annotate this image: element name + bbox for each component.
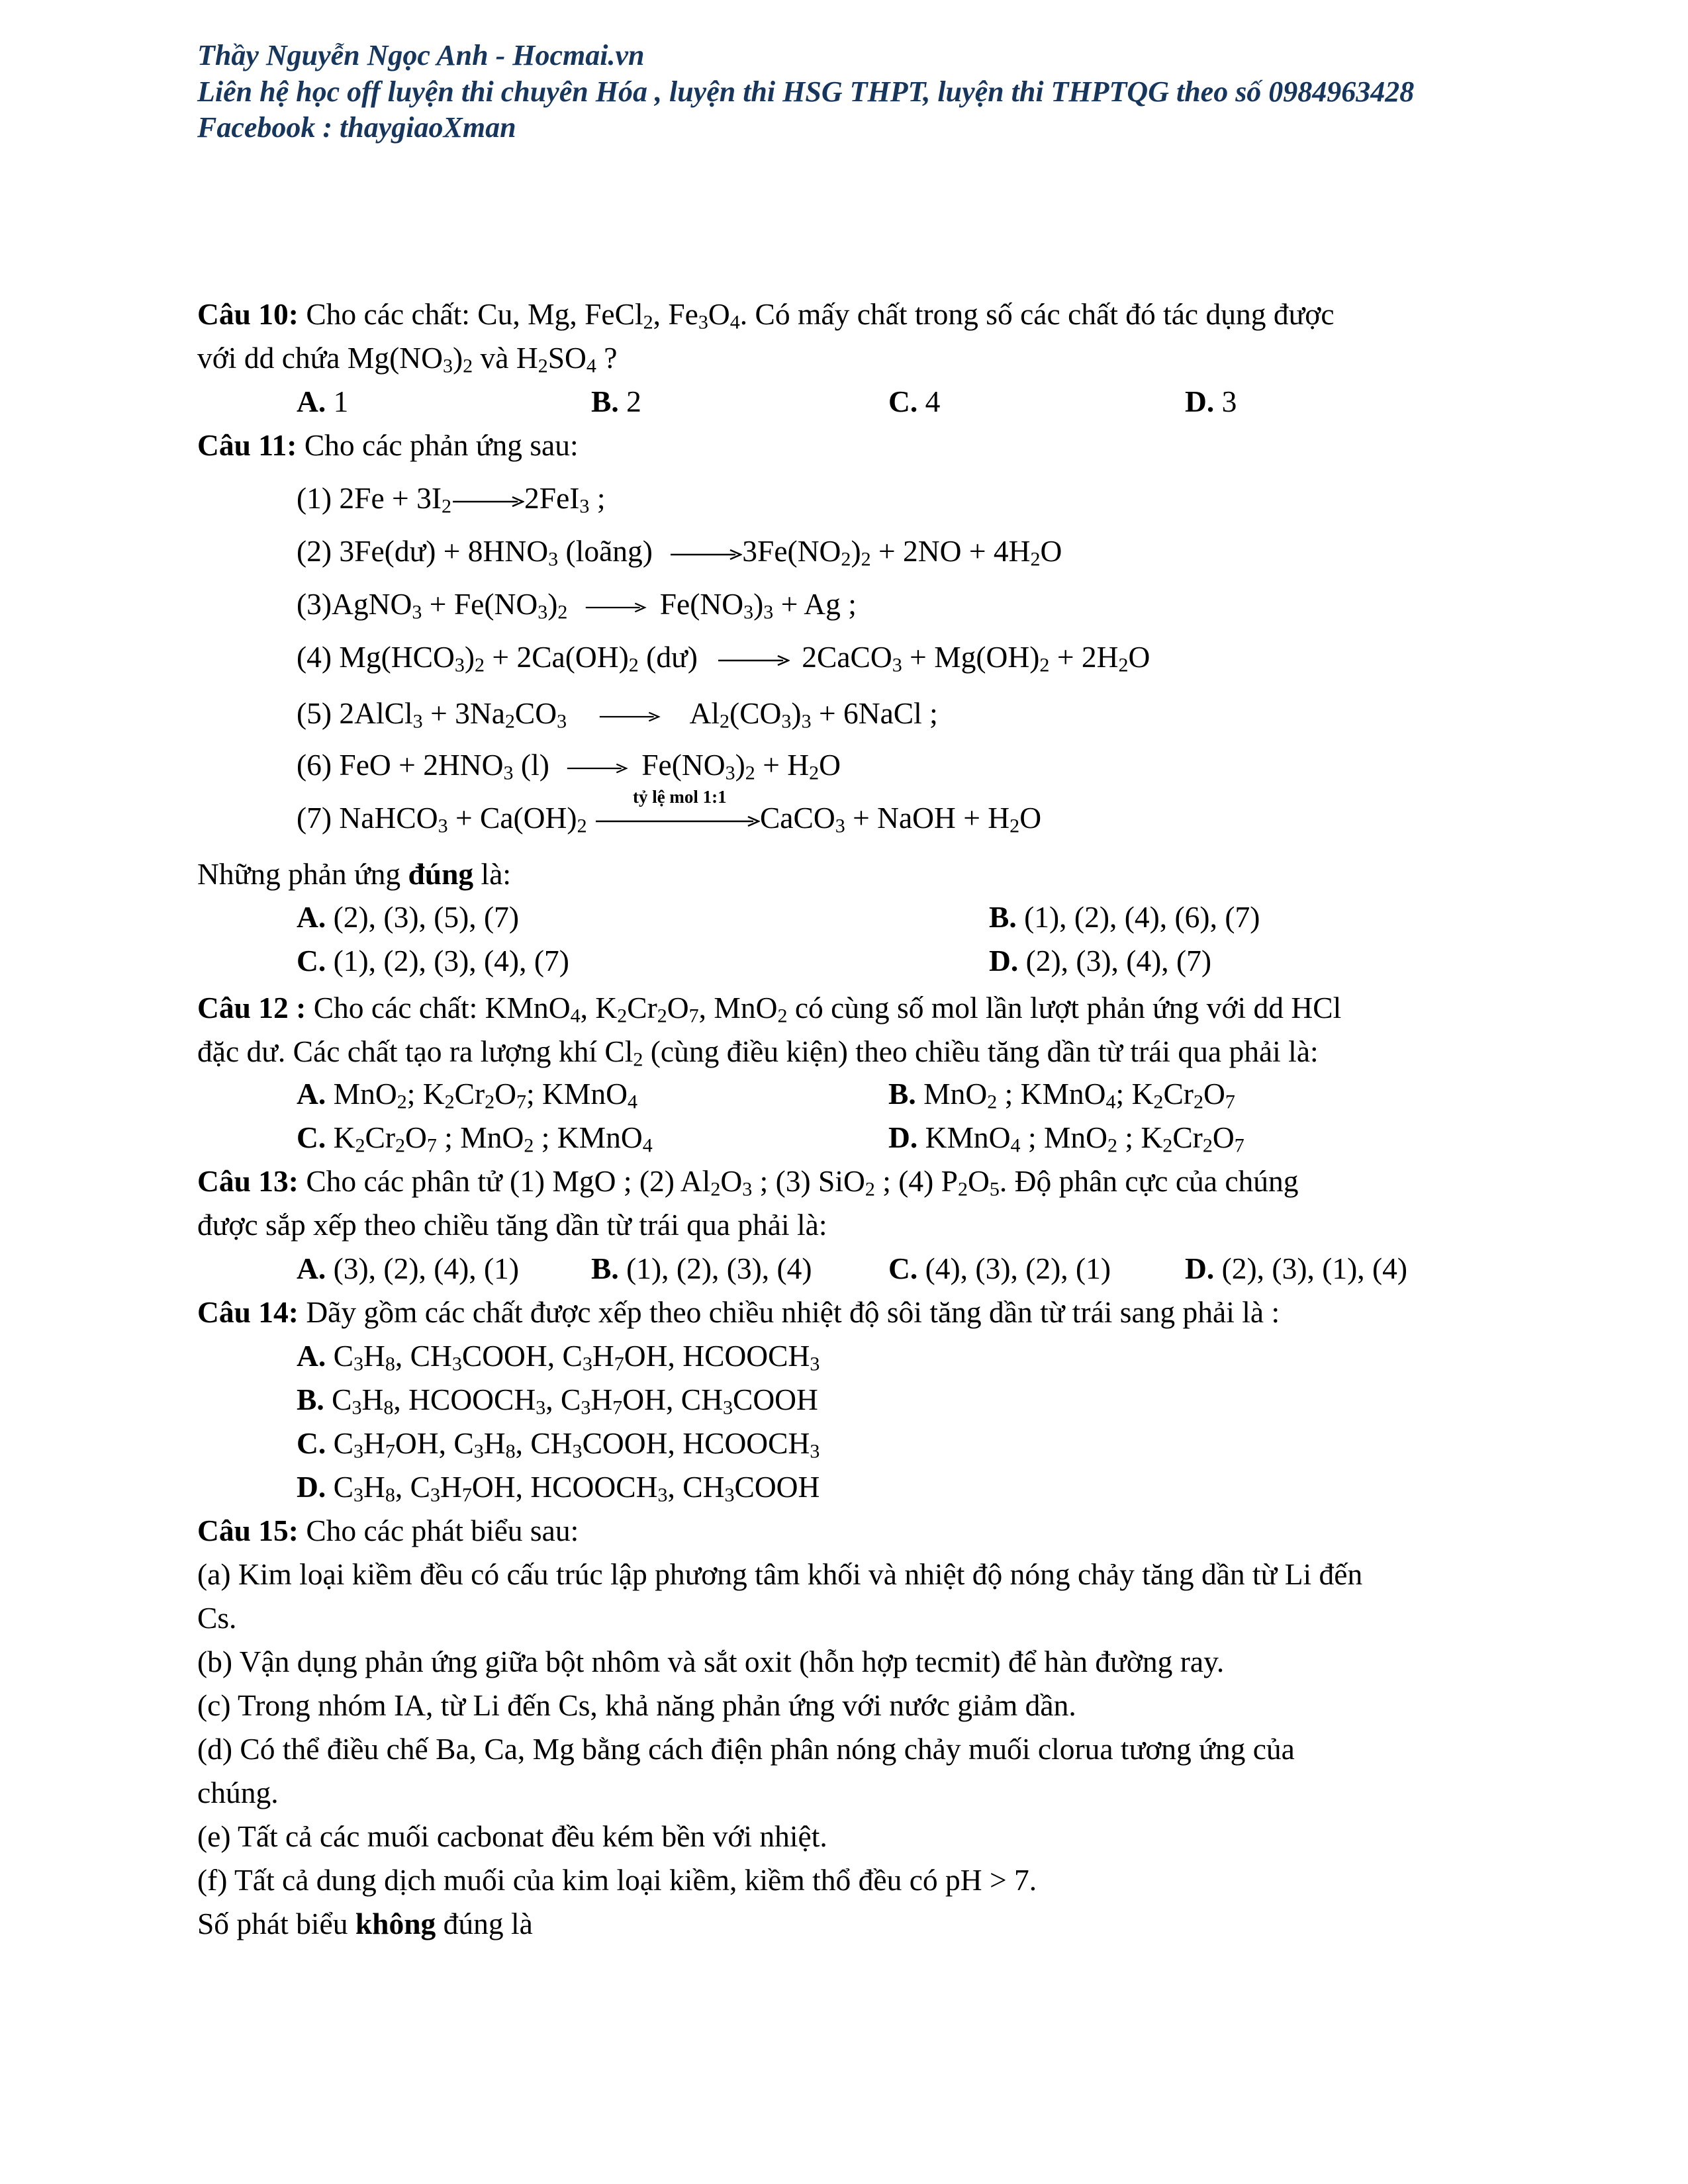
header-facebook: Facebook : thaygiaoXman bbox=[197, 111, 516, 144]
q11-label: Câu 11: bbox=[197, 428, 297, 462]
q14-option-a: A. $C_3H_8$, $CH_3COOH$, $C_3H_7OH$, $HCOOCH_3$ bbox=[297, 1339, 820, 1375]
reaction-arrow-with-condition bbox=[594, 786, 760, 835]
q13-label: Câu 13: bbox=[197, 1164, 299, 1198]
q10-option-a: A. 1 bbox=[297, 385, 349, 418]
q14-option-c: C. $C_3H_7OH$, $C_3H_8$, $CH_3COOH$, $HCOOCH_3$ bbox=[297, 1426, 820, 1463]
q10-line1: Câu 10: Cho các chất: Cu, Mg, FeCl$_2$, $Fe_3O_4$. Có mấy chất trong số các chất đó tác dụng được bbox=[197, 297, 1335, 334]
reaction-arrow bbox=[585, 601, 651, 614]
q15-statement-e: (e) Tất cả các muối cacbonat đều kém bền với nhiệt. bbox=[197, 1819, 827, 1853]
reaction-arrow bbox=[594, 815, 760, 828]
q13-line2: được sắp xếp theo chiều tăng dần từ trái qua phải là: bbox=[197, 1208, 827, 1242]
q11-option-d: D. (2), (3), (4), (7) bbox=[989, 944, 1212, 978]
q13-option-d: D. (2), (3), (1), (4) bbox=[1185, 1251, 1408, 1285]
q15-statement-d: (d) Có thể điều chế Ba, Ca, Mg bằng cách điện phân nóng chảy muối clorua tương ứng của bbox=[197, 1732, 1295, 1766]
header-author: Thầy Nguyễn Ngọc Anh - Hocmai.vn bbox=[197, 39, 645, 71]
q10-option-d: D. 3 bbox=[1185, 385, 1237, 418]
q14-line1: Câu 14: Dãy gồm các chất được xếp theo chiều nhiệt độ sôi tăng dần từ trái sang phải là : bbox=[197, 1295, 1280, 1329]
reaction-arrow bbox=[598, 710, 665, 723]
q15-statement-b: (b) Vận dụng phản ứng giữa bột nhôm và sắt oxit (hỗn hợp tecmit) để hàn đường ray. bbox=[197, 1645, 1225, 1678]
q11-option-b: B. (1), (2), (4), (6), (7) bbox=[989, 900, 1260, 934]
q10-option-c: C. 4 bbox=[888, 385, 941, 418]
reaction-arrow bbox=[669, 548, 742, 561]
q11-option-a: A. (2), (3), (5), (7) bbox=[297, 900, 520, 934]
q11-question: Những phản ứng đúng là: bbox=[197, 857, 512, 891]
q13-line1: Câu 13: Cho các phân tử (1) MgO ; (2) $Al_2O_3$ ; (3) SiO$_2$ ; (4) $P_2O_5$. Độ phân cực của chúng bbox=[197, 1164, 1299, 1201]
reaction-arrow bbox=[451, 495, 524, 508]
q13-option-b: B. (1), (2), (3), (4) bbox=[591, 1251, 812, 1285]
header-contact: Liên hệ học off luyện thi chuyên Hóa , luyện thi HSG THPT, luyện thi THPTQG theo số 0984963428 bbox=[197, 75, 1415, 108]
q11-reaction-4: (4) $Mg(HCO_3)_2 + 2Ca(OH)_2$ (dư) 2CaCO$_3$ + $Mg(OH)_2 + 2H_2O$ bbox=[297, 640, 1150, 676]
q14-label: Câu 14: bbox=[197, 1295, 299, 1329]
q12-label: Câu 12 : bbox=[197, 991, 306, 1024]
q13-option-c: C. (4), (3), (2), (1) bbox=[888, 1251, 1111, 1285]
q11-reaction-7: (7) NaHCO$_3$ + $Ca(OH)_2$ tỷ lệ mol 1:1 CaCO$_3$ + NaOH + $H_2O$ bbox=[297, 786, 1042, 837]
q12-option-a: A. MnO$_2$; $K_2Cr_2O_7$; KMnO$_4$ bbox=[297, 1077, 637, 1113]
q11-option-c: C. (1), (2), (3), (4), (7) bbox=[297, 944, 569, 978]
q14-option-b: B. $C_3H_8$, $HCOOCH_3$, $C_3H_7OH$, $CH_3COOH$ bbox=[297, 1383, 818, 1419]
q15-label: Câu 15: bbox=[197, 1514, 299, 1547]
q15-statement-a: (a) Kim loại kiềm đều có cấu trúc lập phương tâm khối và nhiệt độ nóng chảy tăng dần từ Li đến bbox=[197, 1557, 1363, 1591]
q11-reaction-6: (6) FeO + $2HNO_3$ (l) $Fe(NO_3)_2 + H_2O$ bbox=[297, 748, 841, 784]
q15-statement-f: (f) Tất cả dung dịch muối của kim loại kiềm, kiềm thổ đều có pH > 7. bbox=[197, 1863, 1037, 1897]
q10-option-b: B. 2 bbox=[591, 385, 641, 418]
q11-reaction-3: (3)AgNO$_3$ + $Fe(NO_3)_2$ $Fe(NO_3)_3 + Ag$ ; bbox=[297, 587, 857, 623]
q12-option-d: D. KMnO$_4$ ; MnO$_2$ ; $K_2Cr_2O_7$ bbox=[888, 1120, 1244, 1157]
reaction-arrow bbox=[566, 762, 632, 775]
q15-line1: Câu 15: Cho các phát biểu sau: bbox=[197, 1514, 579, 1547]
q15-statement-d-cont: chúng. bbox=[197, 1776, 279, 1809]
q11-reaction-2: (2) 3Fe(dư) + $8HNO_3$ (loãng) $3Fe(NO_2)_2 + 2NO + 4H_2O$ bbox=[297, 534, 1062, 570]
q12-option-c: C. $K_2Cr_2O_7$ ; MnO$_2$ ; KMnO$_4$ bbox=[297, 1120, 653, 1157]
q10-label: Câu 10: bbox=[197, 297, 299, 331]
q14-option-d: D. $C_3H_8$, $C_3H_7OH$, $HCOOCH_3$, $CH_3COOH$ bbox=[297, 1470, 820, 1506]
q11-line1: Câu 11: Cho các phản ứng sau: bbox=[197, 428, 579, 462]
reaction-arrow bbox=[717, 654, 790, 667]
q13-option-a: A. (3), (2), (4), (1) bbox=[297, 1251, 520, 1285]
reaction-condition: tỷ lệ mol 1:1 bbox=[632, 786, 727, 807]
q15-statement-a-cont: Cs. bbox=[197, 1601, 237, 1635]
q12-line2: đặc dư. Các chất tạo ra lượng khí $Cl_2$ (cùng điều kiện) theo chiều tăng dần từ trái qua phải là: bbox=[197, 1034, 1319, 1071]
q15-question: Số phát biểu không đúng là bbox=[197, 1907, 533, 1940]
q10-line2: với dd chứa $Mg(NO_3)_2$ và $H_2SO_4$ ? bbox=[197, 341, 618, 377]
q12-option-b: B. MnO$_2$ ; KMnO$_4$; $K_2Cr_2O_7$ bbox=[888, 1077, 1235, 1113]
q15-statement-c: (c) Trong nhóm IA, từ Li đến Cs, khả năng phản ứng với nước giảm dần. bbox=[197, 1688, 1076, 1722]
q11-reaction-1: (1) $2Fe + 3I_2$ 2FeI$_3$ ; bbox=[297, 481, 606, 518]
q11-reaction-5: (5) 2AlCl$_3$ + $3Na_2CO_3$ $Al_2(CO_3)_3$ + 6NaCl ; bbox=[297, 696, 938, 733]
q12-line1: Câu 12 : Cho các chất: KMnO$_4$, $K_2Cr_2O_7$, MnO$_2$ có cùng số mol lần lượt phản ứng với dd HCl bbox=[197, 991, 1342, 1027]
